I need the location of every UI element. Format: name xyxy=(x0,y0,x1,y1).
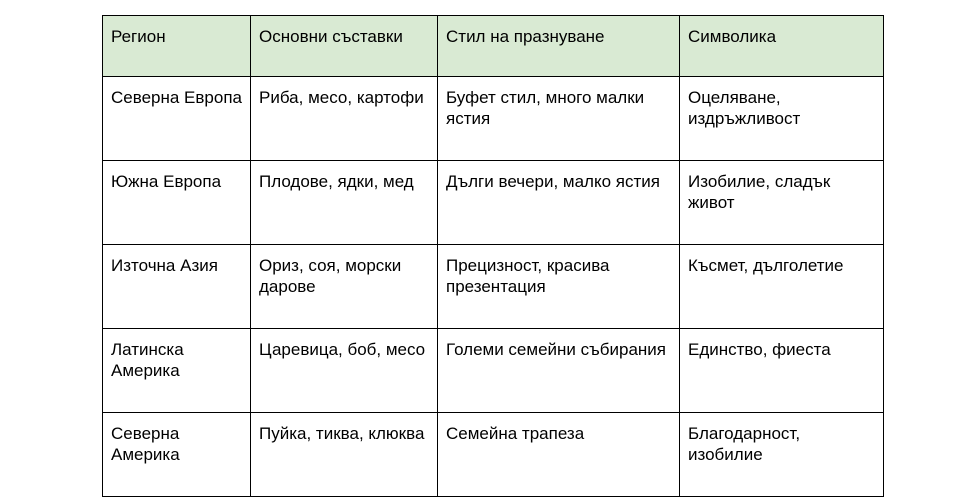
cell-region: Северна Европа xyxy=(103,77,251,161)
table-header-row xyxy=(103,16,884,77)
cell-main-ingredients: Ориз, соя, морски дарове xyxy=(251,245,438,329)
header-region: Регион xyxy=(103,16,251,77)
cell-symbolism: Оцеляване, издръжливост xyxy=(680,77,884,161)
cell-symbolism: Късмет, дълголетие xyxy=(680,245,884,329)
cell-celebration-style: Дълги вечери, малко ястия xyxy=(438,161,680,245)
regional-celebration-table xyxy=(102,15,884,497)
cell-celebration-style: Прецизност, красива презентация xyxy=(438,245,680,329)
cell-region: Източна Азия xyxy=(103,245,251,329)
table-row xyxy=(103,329,884,413)
cell-main-ingredients: Риба, месо, картофи xyxy=(251,77,438,161)
table-row xyxy=(103,77,884,161)
table-row xyxy=(103,413,884,497)
cell-celebration-style: Големи семейни събирания xyxy=(438,329,680,413)
cell-symbolism: Изобилие, сладък живот xyxy=(680,161,884,245)
header-symbolism: Символика xyxy=(680,16,884,77)
table-row xyxy=(103,161,884,245)
cell-region: Латинска Америка xyxy=(103,329,251,413)
cell-symbolism: Благодарност, изобилие xyxy=(680,413,884,497)
header-celebration-style: Стил на празнуване xyxy=(438,16,680,77)
cell-main-ingredients: Плодове, ядки, мед xyxy=(251,161,438,245)
header-main-ingredients: Основни съставки xyxy=(251,16,438,77)
cell-region: Южна Европа xyxy=(103,161,251,245)
cell-symbolism: Единство, фиеста xyxy=(680,329,884,413)
table-row xyxy=(103,245,884,329)
cell-celebration-style: Буфет стил, много малки ястия xyxy=(438,77,680,161)
cell-main-ingredients: Царевица, боб, месо xyxy=(251,329,438,413)
cell-main-ingredients: Пуйка, тиква, клюква xyxy=(251,413,438,497)
cell-region: Северна Америка xyxy=(103,413,251,497)
cell-celebration-style: Семейна трапеза xyxy=(438,413,680,497)
